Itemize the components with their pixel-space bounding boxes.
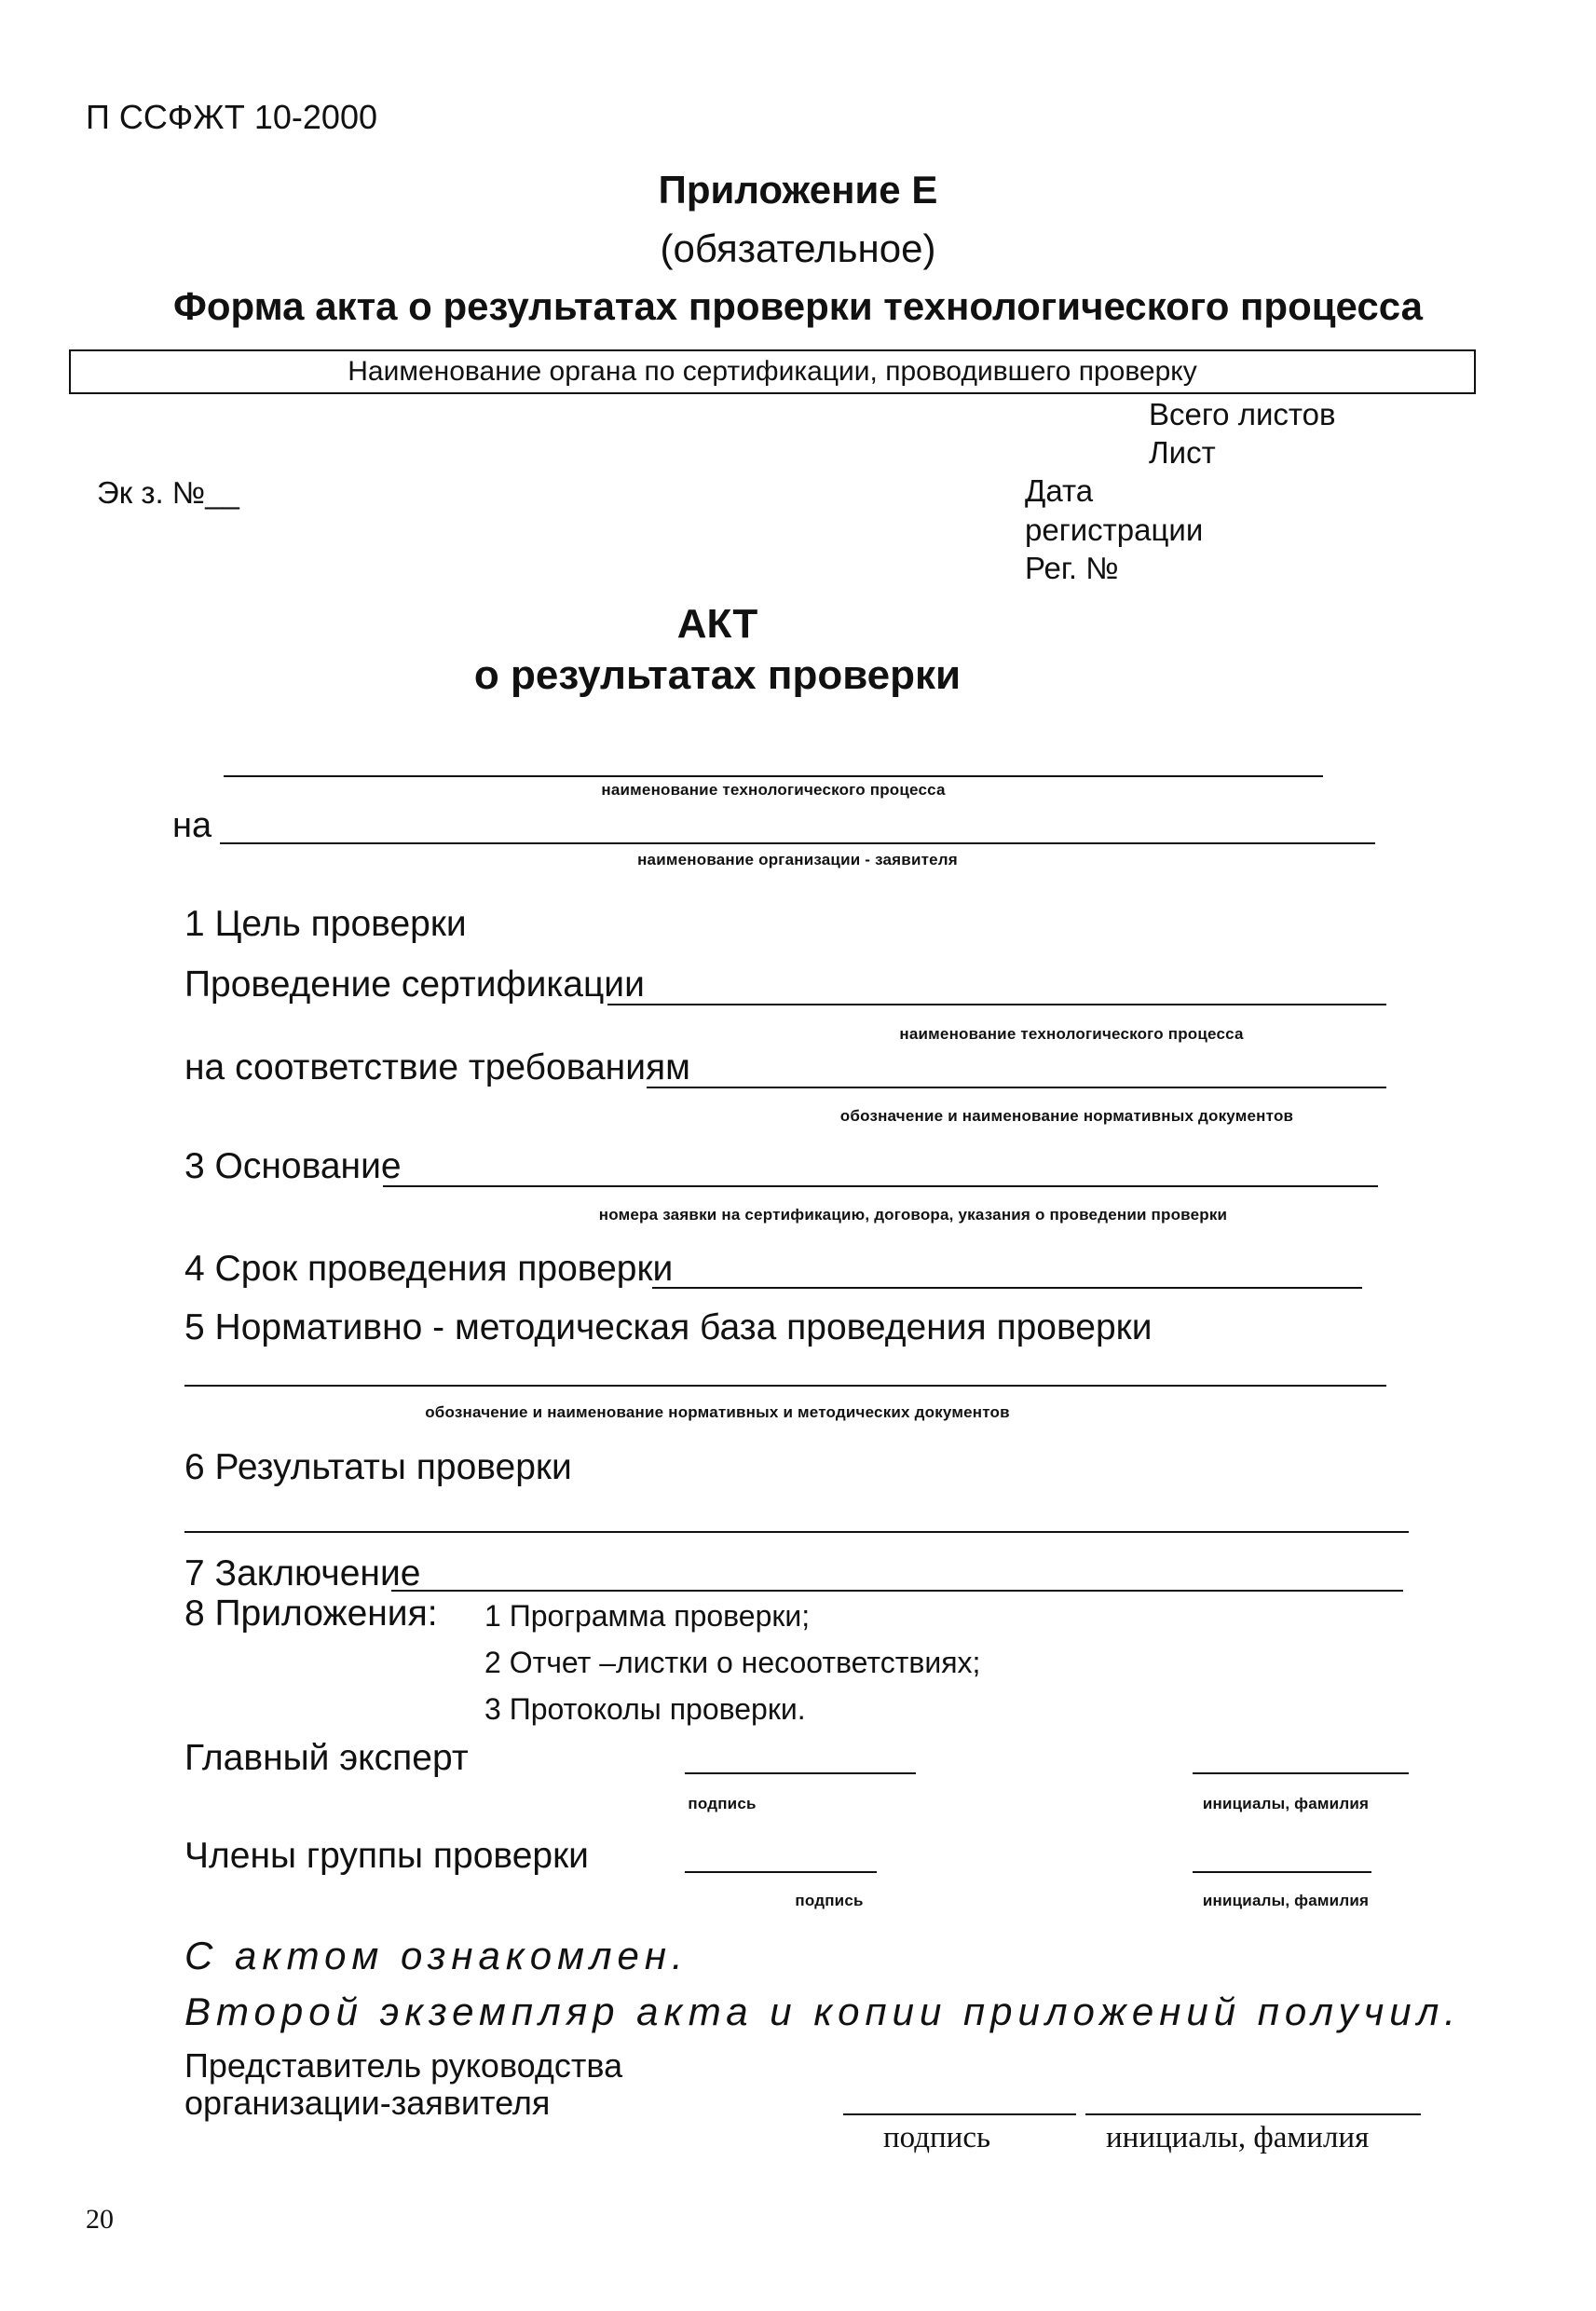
act-title: АКТ [676,601,758,647]
organization-line [220,842,1375,844]
conclusion-label: 7 Заключение [184,1553,421,1593]
acknowledged-note: С актом ознакомлен. [184,1934,689,1977]
act-subtitle: о результатах проверки [473,652,962,698]
organization-hint: наименование организации - заявителя [637,851,958,868]
chief-signature-hint: подпись [688,1795,757,1812]
representative-name-line [1085,2113,1421,2115]
copy-number-label: Эк з. №__ [97,475,239,510]
certification-body-box [69,349,1476,394]
certification-body-label: Наименование органа по сертификации, проводившего проверку [348,356,1197,387]
appendix-title: Приложение Е [658,168,938,212]
conclusion-line [391,1590,1403,1592]
base-label: 5 Нормативно - методическая база проведения проверки [184,1307,1153,1347]
attachment-item: 2 Отчет –листки о несоответствиях; [484,1646,981,1679]
term-label: 4 Срок проведения проверки [184,1249,674,1289]
compliance-label: на соответствие требованиям [184,1047,690,1087]
basis-hint: номера заявки на сертификацию, договора, указания о проведении проверки [598,1206,1228,1224]
members-signature-line [685,1871,877,1873]
chief-signature-line [685,1772,916,1774]
members-signature-hint: подпись [795,1892,864,1909]
compliance-hint: обозначение и наименование нормативных документов [839,1107,1294,1125]
representative-name-hint: инициалы, фамилия [1106,2121,1370,2154]
representative-signature-line [843,2113,1076,2115]
results-label: 6 Результаты проверки [184,1447,572,1487]
sheet-label: Лист [1149,435,1216,470]
second-copy-note: Второй экземпляр акта и копии приложений получил. [184,1990,1461,2033]
results-line [184,1531,1409,1533]
attachment-item: 1 Программа проверки; [484,1599,811,1633]
form-title: Форма акта о результатах проверки технологического процесса [173,284,1423,328]
representative-label: Представитель руководства [184,2046,623,2085]
page-number: 20 [86,2204,114,2235]
total-sheets-label: Всего листов [1149,397,1336,431]
attachment-item: 3 Протоколы проверки. [484,1692,806,1726]
members-name-line [1193,1871,1371,1873]
base-line [184,1385,1386,1387]
process-name-hint: наименование технологического процесса [601,781,946,799]
chief-expert-label: Главный эксперт [184,1738,469,1778]
certification-line [607,1004,1386,1005]
group-members-label: Члены группы проверки [184,1836,589,1876]
process-name-line [224,775,1323,777]
certification-label: Проведение сертификации [184,964,645,1005]
term-line [652,1287,1362,1289]
compliance-line [647,1087,1386,1088]
certification-hint: наименование технологического процесса [899,1025,1244,1043]
registration-date-label: Дата [1025,473,1094,508]
representative-label-2: организации-заявителя [184,2084,551,2122]
registration-date-label-2: регистрации [1025,513,1204,547]
chief-name-line [1193,1772,1409,1774]
registration-number-label: Рег. № [1025,551,1119,585]
representative-signature-hint: подпись [883,2121,991,2154]
appendix-status: (обязательное) [660,226,936,270]
goal-heading: 1 Цель проверки [184,904,467,944]
basis-label: 3 Основание [184,1146,402,1186]
on-label: на [172,806,212,845]
attachments-label: 8 Приложения: [184,1593,438,1634]
document-code: П ССФЖТ 10-2000 [86,98,377,136]
chief-name-hint: инициалы, фамилия [1202,1795,1370,1812]
basis-line [383,1185,1378,1187]
base-hint: обозначение и наименование нормативных и методических документов [425,1403,1010,1421]
members-name-hint: инициалы, фамилия [1202,1892,1370,1909]
